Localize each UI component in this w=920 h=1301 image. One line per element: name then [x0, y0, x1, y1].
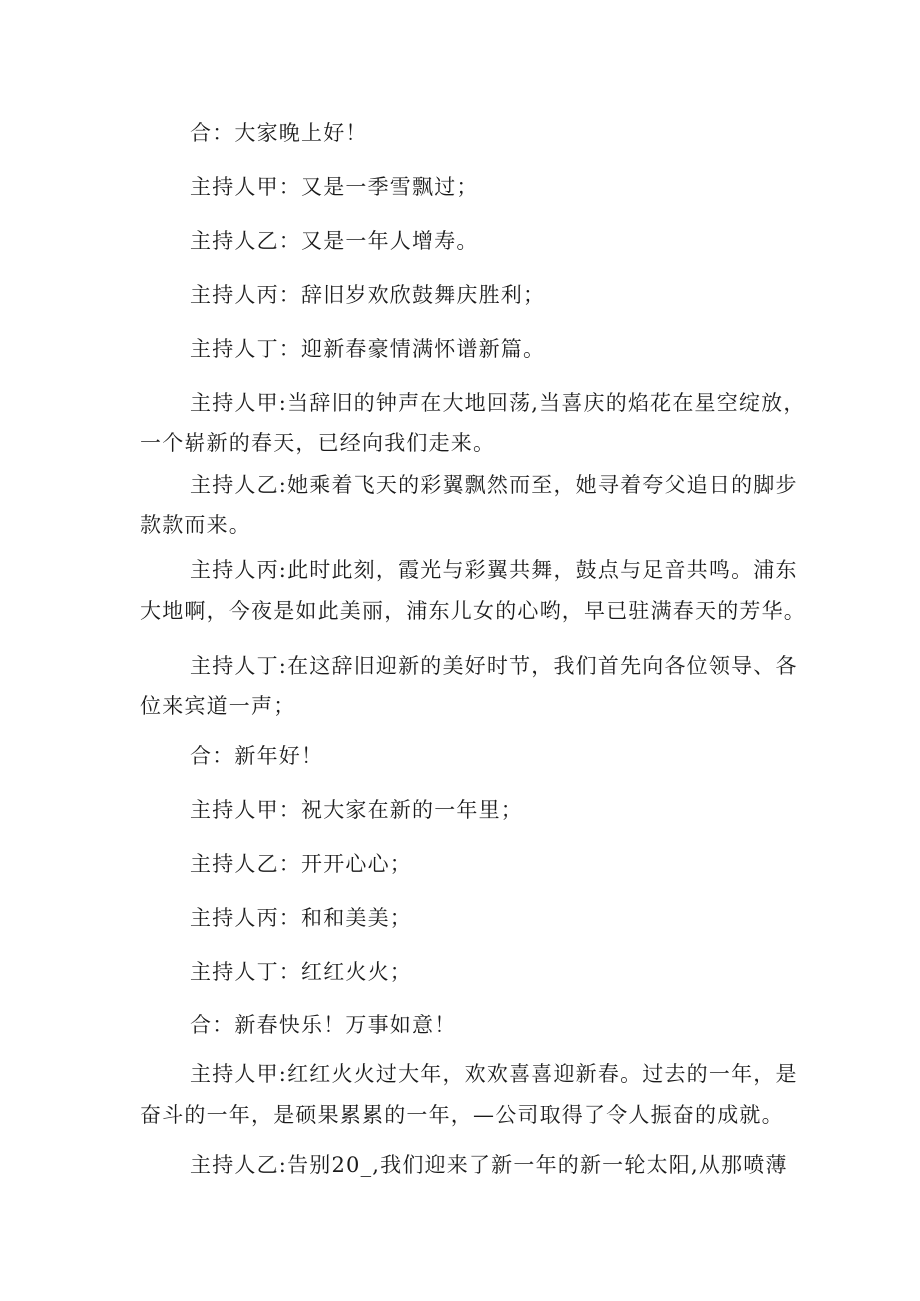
paragraph-line: 主持人甲：祝大家在新的一年里；: [190, 798, 523, 822]
paragraph-line: 主持人甲:红红火火过大年，欢欢喜喜迎新春。过去的一年，是: [190, 1062, 798, 1086]
paragraph-line: 主持人乙:告别20_,我们迎来了新一年的新一轮太阳,从那喷薄: [190, 1153, 788, 1177]
paragraph-line: 主持人丙：和和美美；: [190, 906, 412, 930]
paragraph-line: 合：新春快乐！万事如意！: [190, 1013, 457, 1037]
paragraph-line: 主持人丙:此时此刻，霞光与彩翼共舞，鼓点与足音共鸣。浦东: [190, 558, 798, 582]
paragraph-line: 主持人甲：又是一季雪飘过；: [190, 175, 479, 199]
paragraph-line: 主持人甲:当辞旧的钟声在大地回荡,当喜庆的焰花在星空绽放，: [190, 391, 806, 415]
paragraph-line: 合：新年好！: [190, 744, 324, 768]
paragraph-line: 主持人丙：辞旧岁欢欣鼓舞庆胜利；: [190, 283, 546, 307]
paragraph-line: 一个崭新的春天，已经向我们走来。: [140, 431, 496, 455]
paragraph-line: 主持人乙：开开心心；: [190, 852, 412, 876]
paragraph-line: 位来宾道一声；: [140, 694, 296, 718]
paragraph-line: 主持人乙：又是一年人增寿。: [190, 229, 479, 253]
paragraph-line: 主持人丁：红红火火；: [190, 960, 412, 984]
paragraph-line: 主持人乙:她乘着飞天的彩翼飘然而至，她寻着夸父追日的脚步: [190, 473, 798, 497]
paragraph-line: 大地啊，今夜是如此美丽，浦东儿女的心哟，早已驻满春天的芳华。: [140, 599, 806, 623]
paragraph-line: 主持人丁:在这辞旧迎新的美好时节，我们首先向各位领导、各: [190, 654, 798, 678]
paragraph-line: 主持人丁：迎新春豪情满怀谱新篇。: [190, 337, 546, 361]
paragraph-line: 奋斗的一年，是硕果累累的一年，—公司取得了令人振奋的成就。: [140, 1103, 784, 1127]
paragraph-line: 款款而来。: [140, 513, 251, 537]
paragraph-line: 合：大家晚上好！: [190, 121, 368, 145]
